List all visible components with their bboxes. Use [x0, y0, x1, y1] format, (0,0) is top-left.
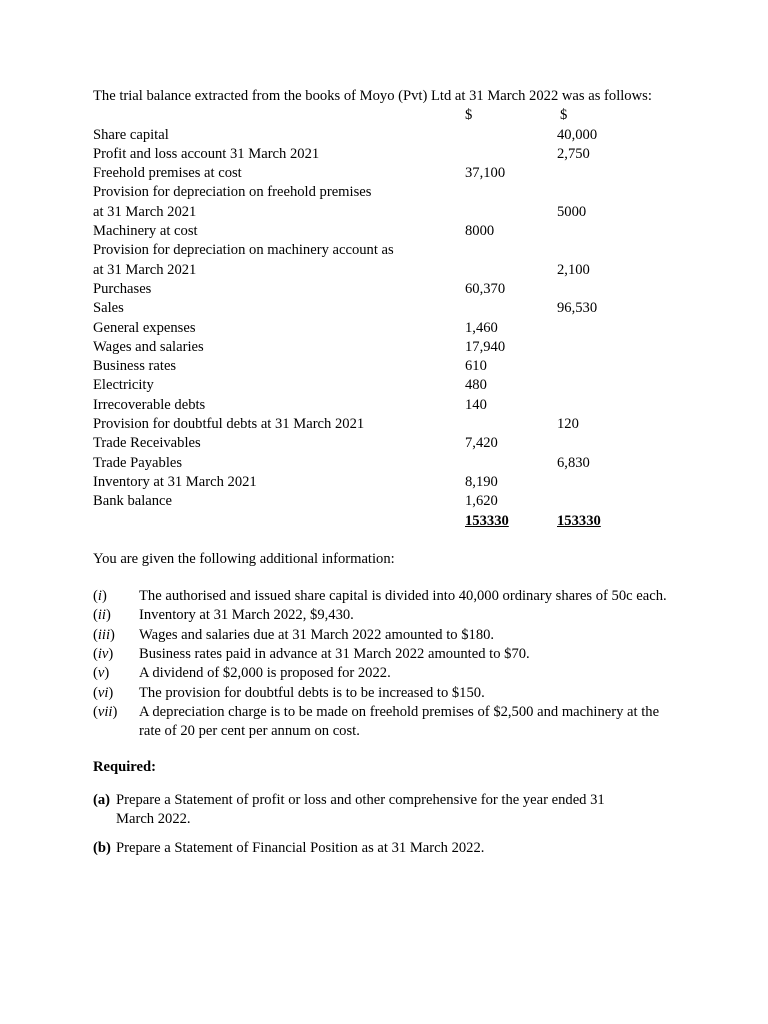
credit-column-header: $	[560, 107, 568, 124]
debit-amount: 610	[465, 358, 487, 375]
debit-amount: 7,420	[465, 435, 498, 452]
trial-balance-row	[93, 473, 693, 492]
account-label: Inventory at 31 March 2021	[93, 473, 257, 490]
trial-balance-table	[93, 106, 693, 531]
item-text: The provision for doubtful debts is to be increased to $150.	[139, 684, 485, 701]
part-text: Prepare a Statement of Financial Position as at 31 March 2022.	[116, 840, 485, 857]
item-number: (vii)	[93, 703, 118, 720]
part-text: Prepare a Statement of profit or loss and other comprehensive for the year ended 31 March 2022.	[116, 791, 605, 828]
debit-amount: 1,620	[465, 493, 498, 510]
account-label: Sales	[93, 300, 124, 317]
trial-balance-row	[93, 183, 693, 202]
credit-amount: 96,530	[557, 300, 598, 317]
account-label: Profit and loss account 31 March 2021	[93, 145, 320, 162]
additional-info-item	[93, 587, 679, 606]
account-label: Trade Receivables	[93, 435, 201, 452]
trial-balance-header	[93, 106, 693, 125]
additional-info-list	[93, 587, 693, 741]
item-numeral: iv	[97, 646, 109, 663]
debit-amount: 1,460	[465, 319, 498, 336]
trial-balance-row	[93, 454, 693, 473]
trial-balance-row	[93, 299, 693, 318]
additional-info-item	[93, 606, 679, 625]
trial-balance-row	[93, 126, 693, 145]
trial-balance-row	[93, 492, 693, 511]
credit-amount: 6,830	[557, 454, 590, 471]
part-label: (b)	[93, 840, 111, 857]
item-text: Wages and salaries due at 31 March 2022 amounted to $180.	[139, 626, 495, 643]
debit-amount: 140	[465, 396, 487, 413]
account-label: Business rates	[93, 358, 177, 375]
account-label: Trade Payables	[93, 454, 183, 471]
additional-info-item	[93, 684, 679, 703]
trial-balance-row	[93, 376, 693, 395]
credit-amount: 2,750	[557, 145, 590, 162]
debit-amount: 37,100	[465, 165, 506, 182]
account-label: General expenses	[93, 319, 196, 336]
account-label: Purchases	[93, 280, 152, 297]
account-label: Freehold premises at cost	[93, 165, 242, 182]
account-label: Bank balance	[93, 493, 173, 510]
trial-balance-row	[93, 396, 693, 415]
item-numeral: vi	[97, 684, 109, 701]
trial-balance-row	[93, 203, 693, 222]
debit-amount: 480	[465, 377, 487, 394]
credit-amount: 2,100	[557, 261, 590, 278]
document-page	[93, 87, 693, 859]
debit-amount: 8,190	[465, 473, 498, 490]
trial-balance-row	[93, 434, 693, 453]
trial-balance-row	[93, 338, 693, 357]
trial-balance-row	[93, 261, 693, 280]
additional-info-item	[93, 703, 679, 742]
trial-balance-row	[93, 280, 693, 299]
debit-total: 153330	[465, 512, 509, 529]
trial-balance-row	[93, 222, 693, 241]
item-number: (i)	[93, 588, 107, 605]
item-text: A depreciation charge is to be made on freehold premises of $2,500 and machinery at the rate of 20 per cent per annum on cost.	[139, 703, 660, 740]
part-label: (a)	[93, 791, 111, 808]
intro-paragraph: The trial balance extracted from the books of Moyo (Pvt) Ltd at 31 March 2022 was as follows:	[93, 88, 652, 104]
account-label: Share capital	[93, 126, 169, 143]
credit-amount: 120	[557, 416, 579, 433]
trial-balance-row	[93, 164, 693, 183]
debit-amount: 8000	[465, 223, 495, 240]
item-number: (vi)	[93, 684, 114, 701]
additional-info-item	[93, 645, 679, 664]
debit-amount: 17,940	[465, 338, 506, 355]
additional-info-intro: You are given the following additional information:	[93, 550, 395, 567]
trial-balance-row	[93, 145, 693, 164]
account-label: Provision for doubtful debts at 31 March 2021	[93, 416, 365, 433]
credit-total: 153330	[557, 512, 601, 529]
item-numeral: iii	[97, 626, 111, 643]
credit-amount: 5000	[557, 203, 587, 220]
account-label: at 31 March 2021	[93, 203, 197, 220]
credit-amount: 40,000	[557, 126, 598, 143]
required-heading: Required:	[93, 758, 156, 775]
item-numeral: i	[97, 588, 102, 605]
account-label: Irrecoverable debts	[93, 396, 206, 413]
additional-info-item	[93, 626, 679, 645]
item-text: Business rates paid in advance at 31 March 2022 amounted to $70.	[139, 646, 530, 663]
item-numeral: ii	[97, 607, 106, 624]
trial-balance-totals	[93, 512, 693, 531]
trial-balance-row	[93, 319, 693, 338]
account-label: Provision for depreciation on machinery account as	[93, 242, 394, 259]
item-number: (v)	[93, 665, 110, 682]
item-numeral: vii	[97, 703, 113, 720]
account-label: Provision for depreciation on freehold premises	[93, 184, 372, 201]
additional-info-item	[93, 664, 679, 683]
debit-amount: 60,370	[465, 280, 506, 297]
required-part-a	[93, 791, 644, 830]
item-text: A dividend of $2,000 is proposed for 2022.	[139, 665, 391, 682]
account-label: at 31 March 2021	[93, 261, 197, 278]
debit-column-header: $	[465, 107, 473, 124]
account-label: Electricity	[93, 377, 154, 394]
item-number: (iii)	[93, 626, 115, 643]
trial-balance-row	[93, 415, 693, 434]
account-label: Machinery at cost	[93, 223, 198, 240]
required-part-b	[93, 839, 644, 858]
item-text: Inventory at 31 March 2022, $9,430.	[139, 607, 354, 624]
trial-balance-row	[93, 357, 693, 376]
item-number: (iv)	[93, 646, 114, 663]
account-label: Wages and salaries	[93, 338, 204, 355]
item-numeral: v	[97, 665, 105, 682]
item-number: (ii)	[93, 607, 111, 624]
trial-balance-row	[93, 241, 693, 260]
trial-balance-rows	[93, 126, 693, 512]
item-text: The authorised and issued share capital is divided into 40,000 ordinary shares of 50c each.	[139, 588, 667, 605]
